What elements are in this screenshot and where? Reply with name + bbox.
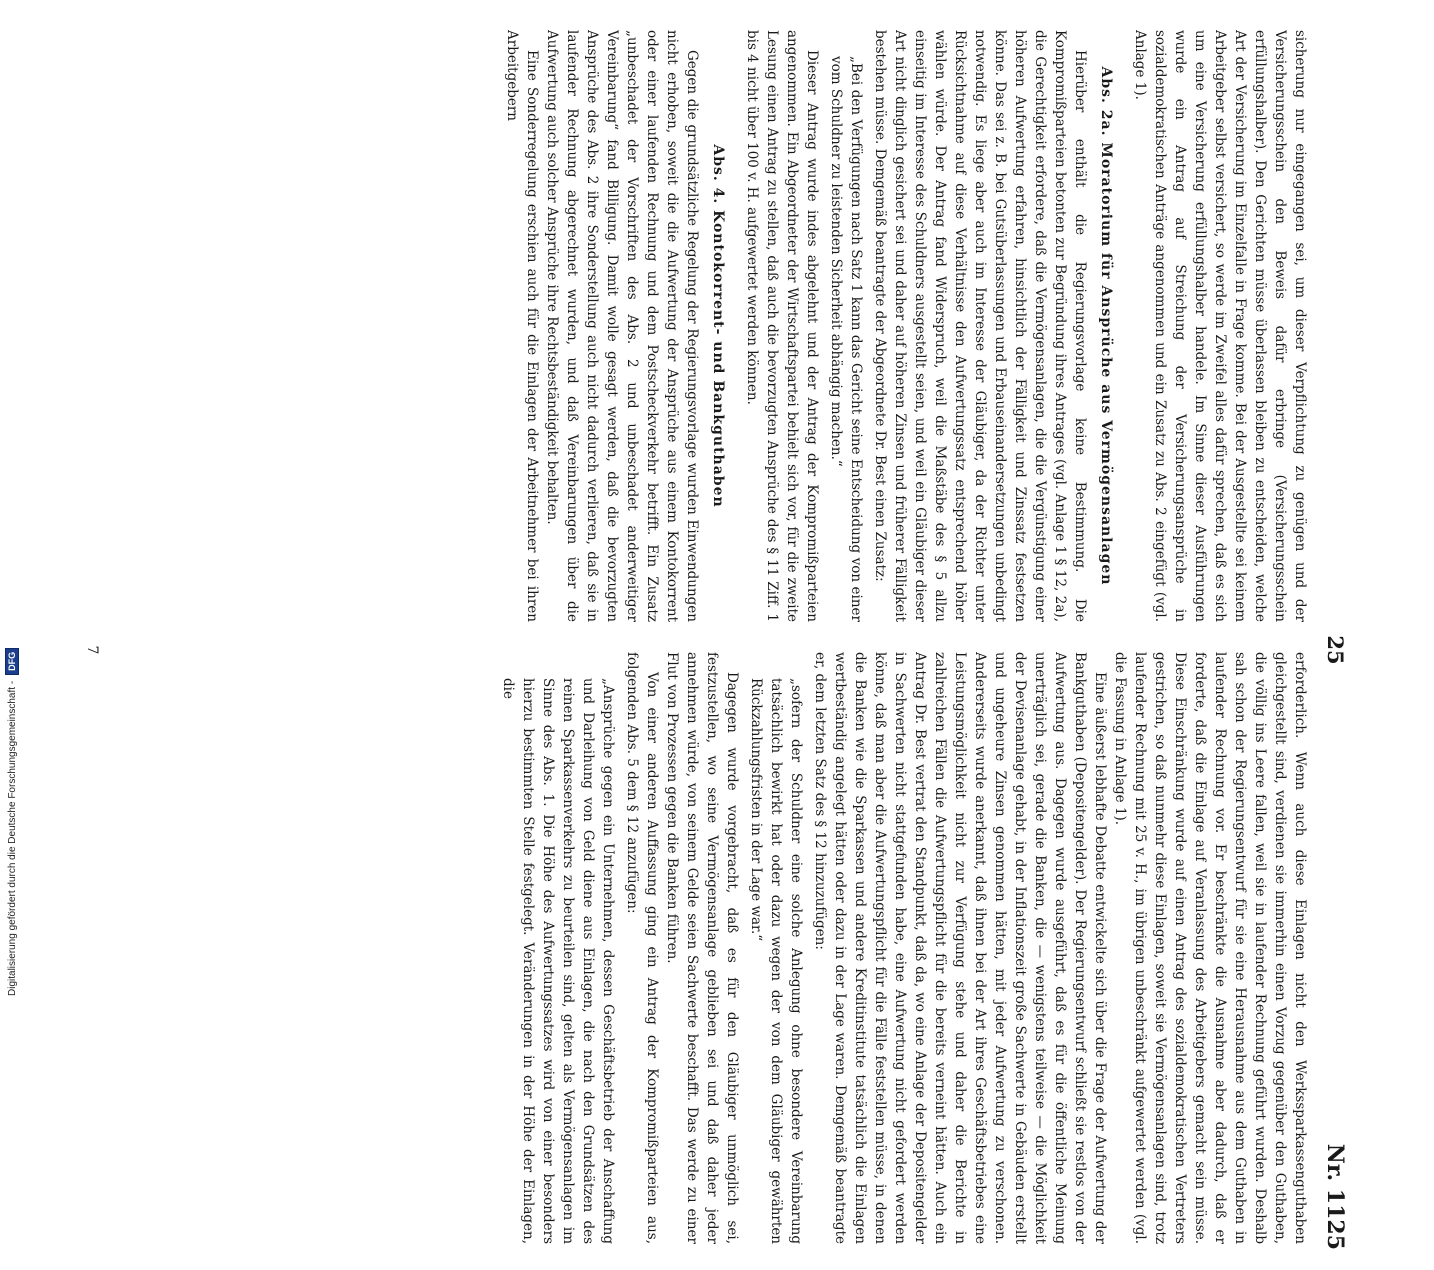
- paragraph: Dieser Antrag wurde indes abgelehnt und der Antrag der Kompromißparteien angenommen. Ein Abgeordneter der Wirtschaftspartei behielt sich vor, für die zweite Lesung einen Antrag zu stellen, daß auch die bevorzugten Ansprüche des § 11 Ziff. 1 bis 4 nicht über 100 v. H. aufgewertet werden können.: [744, 30, 820, 622]
- section-heading: Abs. 2a. Moratorium für Ansprüche aus Vermögensanlagen: [1098, 66, 1114, 586]
- dfg-logo: DFG: [5, 648, 19, 675]
- page-header: [1314, 30, 1354, 1270]
- paragraph: Von einer anderen Auffassung ging ein Antrag der Kompromißparteien aus, folgenden Abs. 5 dem § 12 anzufügen:: [624, 652, 660, 1244]
- paragraph: erforderlich. Wenn auch diese Einlagen nicht den Werkssparkassenguthaben gleichgestellt sind, verdienen sie immerhin einen Vorzug gegenüber den Guthaben, die völlig ins Leere fallen, weil sie in laufender Rechnung geführt wurden. Deshalb sah schon der Regierungsentwurf für sie eine Herausnahme aus dem Guthaben in laufender Rechnung vor. Er beschränkte die Ausnahme aber dadurch, daß er forderte, daß die Einlage auf Veranlassung des Arbeitgebers gemacht sein müsse. Diese Einschränkung wurde auf einen Antrag des sozialdemokratischen Vertreters gestrichen, so daß nunmehr diese Einlagen, soweit sie Vermögensanlagen sind, trotz laufender Rechnung mit 25 v. H., im übrigen unbeschränkt aufgewertet werden (vgl. die Fassung in Anlage 1).: [1112, 652, 1308, 1244]
- document-number: Nr. 1125: [1322, 1143, 1348, 1250]
- paragraph: Eine Sonderregelung erschien auch für die Einlagen der Arbeitnehmer bei ihren Arbeitgebern: [504, 30, 540, 622]
- rotated-document-page: [64, 30, 1354, 1270]
- paragraph: Gegen die grundsätzliche Regelung der Regierungsvorlage wurden Einwendungen nicht erhoben, soweit die die Aufwertung der Ansprüche aus einem Kontokorrent oder einer laufenden Rechnung und dem Postscheckverkehr betrifft. Ein Zusatz „unbeschadet der Vorschriften des Abs. 2 und unbeschadet anderweitiger Vereinbarung“ fand Billigung. Damit wolle gesagt werden, daß die bevorzugten Ansprüche des Abs. 2 ihre Sonderstellung auch nicht dadurch verlieren, daß sie in laufender Rechnung abgerechnet wurden, und daß Vereinbarungen über die Aufwertung auch solcher Ansprüche ihre Rechtsbeständigkeit behalten.: [544, 30, 700, 622]
- quotation: „Bei den Verfügungen nach Satz 1 kann das Gericht seine Entscheidung von einer vom Schuldner zu leistenden Sicherheit abhängig machen.“: [828, 56, 864, 622]
- quotation: „sofern der Schuldner eine solche Anlegung ohne besondere Vereinbarung tatsächlich bewirkt hat oder dazu wegen der von dem Gläubiger gewährten Rückzahlungsfristen in der Lage war.“: [748, 678, 804, 1244]
- page-number: 25: [1323, 635, 1348, 665]
- paragraph: Dagegen wurde vorgebracht, daß es für den Gläubiger unmöglich sei, festzustellen, wo seine Vermögensanlage geblieben sei und daß daher jeder annehmen würde, von seinem Gelde seien Sachwerte beschafft. Das werde zu einer Flut von Prozessen gegen die Banken führen.: [664, 652, 740, 1244]
- section-heading: Abs. 4. Kontokorrent- und Bankguthaben: [710, 144, 726, 508]
- footer-mark: 7: [84, 645, 100, 655]
- paragraph: sicherung nur eingegangen sei, um dieser Verpflichtung zu genügen und der Versicherungsschein den Beweis dafür erbringe (Versicherungsschein erfüllungshalber). Den Gerichten müsse überlassen bleiben zu entscheiden, welche Art der Versicherung im Einzelfalle in Frage komme. Bei der Ausgestellte sei keinem Arbeitgeber selbst versichert, so werde im Zweifel alles dafür sprechen, daß es sich um eine Versicherung erfüllungshalber handele. Im Sinne dieser Ausführungen wurde ein Antrag auf Streichung der Versicherungsansprüche in sozialdemokratischen Anträge angenommen und ein Zusatz zu Abs. 2 eingefügt (vgl. Anlage 1).: [1132, 30, 1308, 622]
- paragraph: Hierüber enthält die Regierungsvorlage keine Bestimmung. Die Kompromißparteien betonten zur Begründung ihres Antrages (vgl. Anlage 1 § 12, 2a), die Gerechtigkeit erfordere, daß die Vermögensanlagen, die die Vergünstigung einer höheren Aufwertung erfahren, hinsichtlich der Fälligkeit und Zinssatz festsetzen könne. Das sei z. B. bei Gutsüberlassungen und Erbauseinandersetzungen unbedingt notwendig. Es liege aber auch im Interesse der Gläubiger, da der Richter unter Rücksichtnahme auf diese Verhältnisse den Aufwertungssatz entsprechend höher wählen würde. Der Antrag fand Widerspruch, weil die Maßstäbe des § 5 allzu einseitig im Interesse des Schuldners ausgestellt seien, und weil ein Gläubiger dieser Art nicht dinglich gesichert sei und daher auf höheren Zinsen und früherer Fälligkeit bestehen müsse. Demgemäß beantragte der Abgeordnete Dr. Best einen Zusatz:: [872, 30, 1088, 622]
- paragraph: Eine äußerst lebhafte Debatte entwickelte sich über die Frage der Aufwertung der Bankguthaben (Depositengelder). Der Regierungsentwurf schließt sie restlos von der Aufwertung aus. Dagegen wurde ausgeführt, daß es für die öffentliche Meinung unerträglich sei, gerade die Banken, die — wenigstens teilweise — die Möglichkeit der Devisenanlage gehabt, in der Inflationszeit große Sachwerte in Gebäuden erstellt und ungeheure Zinsen genommen hätten, mit jeder Aufwertung zu verschonen. Andererseits wurde anerkannt, daß ihnen bei der Art ihres Geschäftsbetriebes eine Leistungsmöglichkeit nicht zur Verfügung stehe und daher die Berichte in zahlreichen Fällen die Aufwertungspflicht für die bereits verneint hätten. Auch ein Antrag Dr. Best vertrat den Standpunkt, daß da, wo eine Anlage der Depositengelder in Sachwerten nicht stattgefunden habe, eine Aufwertung nicht gefordert werden könne, daß man aber die Aufwertungspflicht für die Fälle feststellen müsse, in denen die Banken wie die Sparkassen und andere Kreditinstitute tatsächlich die Einlagen wertbeständig angelegt hätten oder dazu in der Lage waren. Demgemäß beantragte er, dem letzten Satz des § 12 hinzuzufügen:: [812, 652, 1108, 1244]
- left-column: [110, 30, 1310, 622]
- text-columns: [110, 30, 1310, 1270]
- quotation: „Ansprüche gegen ein Unternehmen, dessen Geschäftsbetrieb der Anschaffung und Darleihung von Geld diene aus Einlagen, die nach den Grundsätzen des reinen Sparkassenverkehrs zu beurteilen sind, gelten als Vermögensanlagen im Sinne des Abs. 1. Die Höhe des Aufwertungssatzes wird von einer besonders hierzu bestimmten Stelle festgelegt. Veränderungen in der Höhe der Einlagen, die: [500, 678, 616, 1244]
- right-column: [110, 652, 1310, 1244]
- digitization-credit-strip: [0, 0, 24, 1000]
- credit-text: Digitalisierung gefördert durch die Deutsche Forschungsgemeinschaft -: [6, 680, 18, 996]
